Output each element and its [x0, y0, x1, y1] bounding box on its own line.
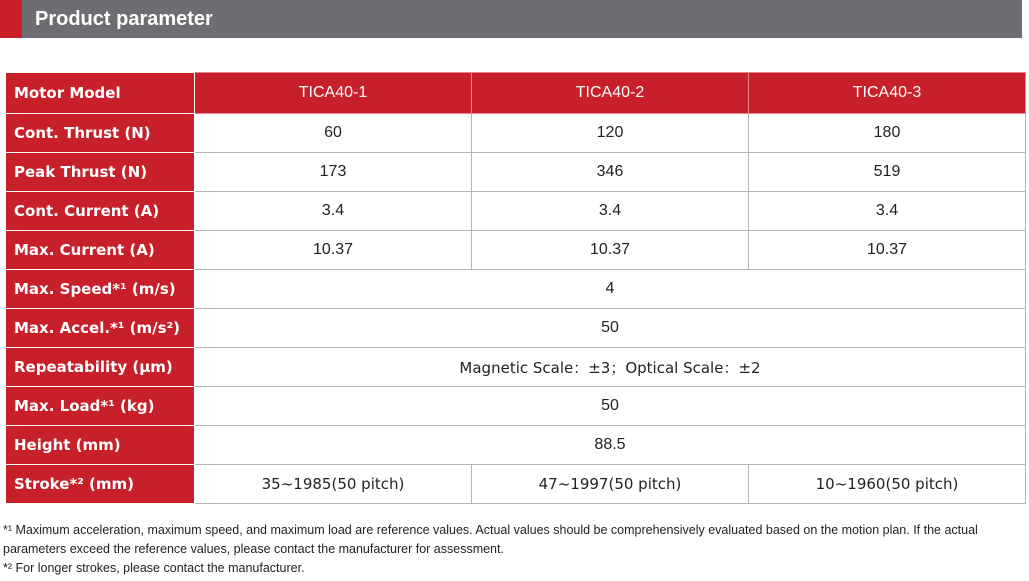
table-cell: 10.37	[749, 231, 1026, 270]
table-cell: 3.4	[195, 192, 472, 231]
table-cell: 50	[195, 387, 1026, 426]
row-label: Max. Speed*¹ (m/s)	[6, 270, 195, 309]
table-cell: 10~1960(50 pitch)	[749, 465, 1026, 504]
table-cell: 120	[472, 114, 749, 153]
row-label: Cont. Current (A)	[6, 192, 195, 231]
row-label: Cont. Thrust (N)	[6, 114, 195, 153]
table-row-cont-thrust	[6, 114, 1026, 153]
table-cell: 519	[749, 153, 1026, 192]
row-label: Max. Accel.*¹ (m/s²)	[6, 309, 195, 348]
footnote-1: *¹ Maximum acceleration, maximum speed, and maximum load are reference values. Actual values should be comprehensively evaluated based on the motion plan. If the actual parameters exceed the reference values, please contact the manufacturer for assessment.	[3, 523, 978, 556]
table-cell: 173	[195, 153, 472, 192]
row-label: Repeatability (μm)	[6, 348, 195, 387]
table-row-max-accel	[6, 309, 1026, 348]
table-cell: 3.4	[472, 192, 749, 231]
section-title: Product parameter	[35, 7, 213, 30]
table-row-stroke	[6, 465, 1026, 504]
table-cell: 10.37	[472, 231, 749, 270]
header-accent-bar	[0, 0, 22, 38]
table-row-max-current	[6, 231, 1026, 270]
table-row-height	[6, 426, 1026, 465]
row-label: Motor Model	[6, 73, 195, 114]
row-label: Height (mm)	[6, 426, 195, 465]
product-parameter-table	[5, 72, 1026, 504]
row-label: Max. Current (A)	[6, 231, 195, 270]
table-cell: 50	[195, 309, 1026, 348]
row-label: Max. Load*¹ (kg)	[6, 387, 195, 426]
section-header	[0, 0, 1022, 38]
table-cell: TICA40-3	[749, 73, 1026, 114]
table-row-max-speed	[6, 270, 1026, 309]
table-cell: 88.5	[195, 426, 1026, 465]
table-cell: 346	[472, 153, 749, 192]
table-cell: 3.4	[749, 192, 1026, 231]
table-row-max-load	[6, 387, 1026, 426]
footnotes	[3, 521, 1029, 578]
table-cell: TICA40-2	[472, 73, 749, 114]
table-row-motor-model	[6, 73, 1026, 114]
table-cell: 10.37	[195, 231, 472, 270]
table-row-peak-thrust	[6, 153, 1026, 192]
footnote-2: *² For longer strokes, please contact the manufacturer.	[3, 561, 305, 575]
table-cell: TICA40-1	[195, 73, 472, 114]
table-cell: 47~1997(50 pitch)	[472, 465, 749, 504]
table-cell: 35~1985(50 pitch)	[195, 465, 472, 504]
table-row-repeatability	[6, 348, 1026, 387]
table-cell: 60	[195, 114, 472, 153]
row-label: Stroke*² (mm)	[6, 465, 195, 504]
row-label: Peak Thrust (N)	[6, 153, 195, 192]
table-cell: 4	[195, 270, 1026, 309]
table-row-cont-current	[6, 192, 1026, 231]
table-cell: Magnetic Scale：±3；Optical Scale：±2	[195, 348, 1026, 387]
table-cell: 180	[749, 114, 1026, 153]
